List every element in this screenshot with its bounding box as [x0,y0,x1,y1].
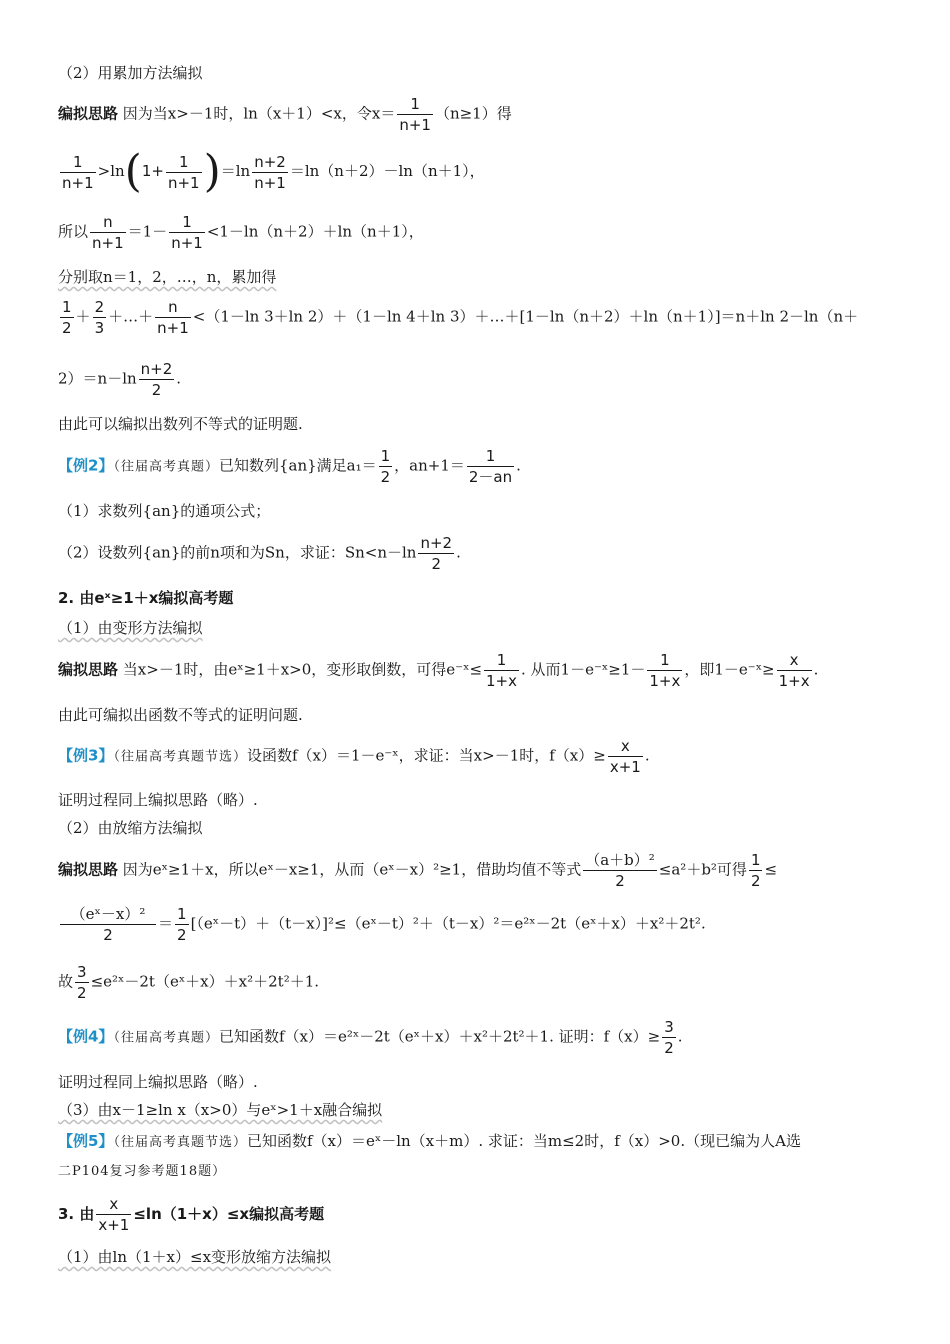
fraction-n-over-n1: $\frac{n}{n+1}$ [157,298,189,337]
fraction-1-over-1px: $\frac{1}{1+x}$ [649,651,681,690]
fraction-1-over-n1: $\frac{1}{n+1}$ [167,152,200,192]
fraction-3-over-2: $\frac{3}{2}$ [77,963,87,1002]
fraction-1-over-n1: $\frac{1}{n+1}$ [171,213,203,252]
formula-line-mean: $\frac{\text{（eˣ－x）²}}{2}$ ＝ $\frac{1}{2}$ [（eˣ－t）＋（t－x）]²≤（eˣ－t）²＋（t－x）²＝e²ˣ－2t（eˣ＋x）＋x²＋2t². [58,904,706,945]
fraction-n2-over-2: $\frac{n+2}{2}$ [420,534,453,573]
formula-line-sum: $\frac{1}{2}$ ＋ $\frac{2}{3}$ ＋…＋ $\frac{n}{n+1}$ <（1－ln 3＋ln 2）＋（1－ln 4＋ln 3）＋…＋[1－ln（n＋2）＋ln（n＋1）]＝n＋ln 2－ln（n＋ [62,298,859,337]
think-label: 编拟思路 [58,104,119,123]
section-2-sub-3: （3）由x－1≥ln x（x>0）与eˣ>1＋x融合编拟 [58,1101,383,1119]
fraction-1-over-2: $\frac{1}{2}$ [62,298,72,337]
formula-line-therefore: 故 $\frac{3}{2}$ ≤e²ˣ－2t（eˣ＋x）＋x²＋2t²＋1. [58,963,320,1002]
example-2: 【例2】（往届高考真题）已知数列{an}满足a₁＝ $\frac{1}{2}$ ，an+1＝ $\frac{1}{2-an}$ . [58,447,521,486]
fraction-1-over-n1: $\frac{1}{n+1}$ [62,152,94,192]
fraction-x-over-xp1: $\frac{x}{x+1}$ [609,737,641,776]
section-2-sub-2: （2）由放缩方法编拟 [58,819,203,837]
fraction-1-over-2-minus-an: $\frac{1}{2-an}$ [468,447,513,486]
sum-instruction: 分别取n＝1，2，…，n，累加得 [58,268,277,286]
example-4: 【例4】（往届高考真题）已知函数f（x）＝e²ˣ－2t（eˣ＋x）＋x²＋2t²＋1. 证明：f（x）≥ $\frac{3}{2}$ . [58,1018,683,1057]
section-2-sub-1: （1）由变形方法编拟 [58,619,203,637]
fraction-ab-squared-over-2: $\frac{\text{（a＋b）²}}{2}$ [585,851,655,890]
fraction-3-over-2: $\frac{3}{2}$ [664,1018,674,1057]
fraction-exx-squared-over-2: $\frac{\text{（eˣ－x）²}}{2}$ [60,904,156,945]
example-tag: 【例3】 [58,746,114,765]
fraction-1-over-1px: $\frac{1}{1+x}$ [486,651,518,690]
subsection-heading-cumulative: （2）用累加方法编拟 [58,64,203,82]
section-2-think-2: 编拟思路 因为eˣ≥1＋x，所以eˣ－x≥1，从而（eˣ－x）²≥1，借助均值不等式 $\frac{\text{（a＋b）²}}{2}$ ≤a²＋b²可得 $\frac{1}{2}$ ≤ [58,851,778,890]
fraction-1-over-n1: $\frac{1}{n+1}$ [399,95,431,134]
example-5-cont: 二P104复习参考题18题） [58,1164,227,1179]
example-5: 【例5】（往届高考真题节选）已知函数f（x）＝eˣ－ln（x＋m）. 求证：当m≤2时，f（x）>0.（现已编为人A选 [58,1132,801,1150]
section-3-title: 3. 由 $\frac{x}{x+1}$ ≤ln（1＋x）≤x编拟高考题 [58,1195,325,1234]
example-tag: 【例2】 [58,456,114,475]
example-3: 【例3】（往届高考真题节选）设函数f（x）＝1－e⁻ˣ，求证：当x>－1时，f（x）≥ $\frac{x}{x+1}$ . [58,737,650,776]
fraction-x-over-1px: $\frac{x}{1+x}$ [778,651,810,690]
think-paragraph-line-1: 编拟思路 因为当x>－1时，ln（x＋1）<x，令x＝ $\frac{1}{n+1}$ （n≥1）得 [58,95,512,134]
conclusion-sequence: 由此可以编拟出数列不等式的证明题. [58,415,303,433]
section-3-sub-1: （1）由ln（1＋x）≤x变形放缩方法编拟 [58,1248,332,1266]
fraction-n-over-n1: $\frac{n}{n+1}$ [92,213,124,252]
proof-note-1: 证明过程同上编拟思路（略）. [58,791,258,809]
fraction-1-over-2: $\frac{1}{2}$ [177,905,187,944]
fraction-n2-over-n1: $\frac{n+2}{n+1}$ [254,152,286,192]
fraction-x-over-xp1: $\frac{x}{x+1}$ [98,1195,130,1234]
section-2-think-1: 编拟思路 当x>－1时，由eˣ≥1＋x>0，变形取倒数，可得e⁻ˣ≤ $\frac{1}{1+x}$ . 从而1－e⁻ˣ≥1－ $\frac{1}{1+x}$ ，即1－e⁻ˣ≥ $\frac{x}{1+x}$ . [58,651,819,690]
think-label: 编拟思路 [58,660,119,679]
example-2-question-2: （2）设数列{an}的前n项和为Sn，求证：Sn<n－ln $\frac{n+2}{2}$ . [58,534,461,573]
example-2-question-1: （1）求数列{an}的通项公式； [58,502,271,520]
section-2-title: 2. 由eˣ≥1＋x编拟高考题 [58,589,234,607]
formula-line-ln: $\frac{1}{n+1}$ >ln(1+ $\frac{1}{n+1}$ )＝ln $\frac{n+2}{n+1}$ ＝ln（n＋2）－ln（n＋1）， [62,146,485,197]
example-tag: 【例4】 [58,1027,114,1046]
think-label: 编拟思路 [58,860,119,879]
formula-line-so: 所以 $\frac{n}{n+1}$ ＝1－ $\frac{1}{n+1}$ <1－ln（n＋2）＋ln（n＋1）， [58,213,424,252]
fraction-n2-over-2: $\frac{n+2}{2}$ [140,360,173,399]
section-2-conclusion: 由此可编拟出函数不等式的证明问题. [58,706,303,724]
fraction-2-over-3: $\frac{2}{3}$ [94,298,105,337]
example-tag: 【例5】 [58,1132,114,1150]
fraction-1-over-2: $\frac{1}{2}$ [380,447,391,486]
fraction-1-over-2: $\frac{1}{2}$ [750,851,761,890]
proof-note-2: 证明过程同上编拟思路（略）. [58,1073,258,1091]
formula-line-sum-cont: 2）＝n－ln $\frac{n+2}{2}$ . [58,360,182,399]
